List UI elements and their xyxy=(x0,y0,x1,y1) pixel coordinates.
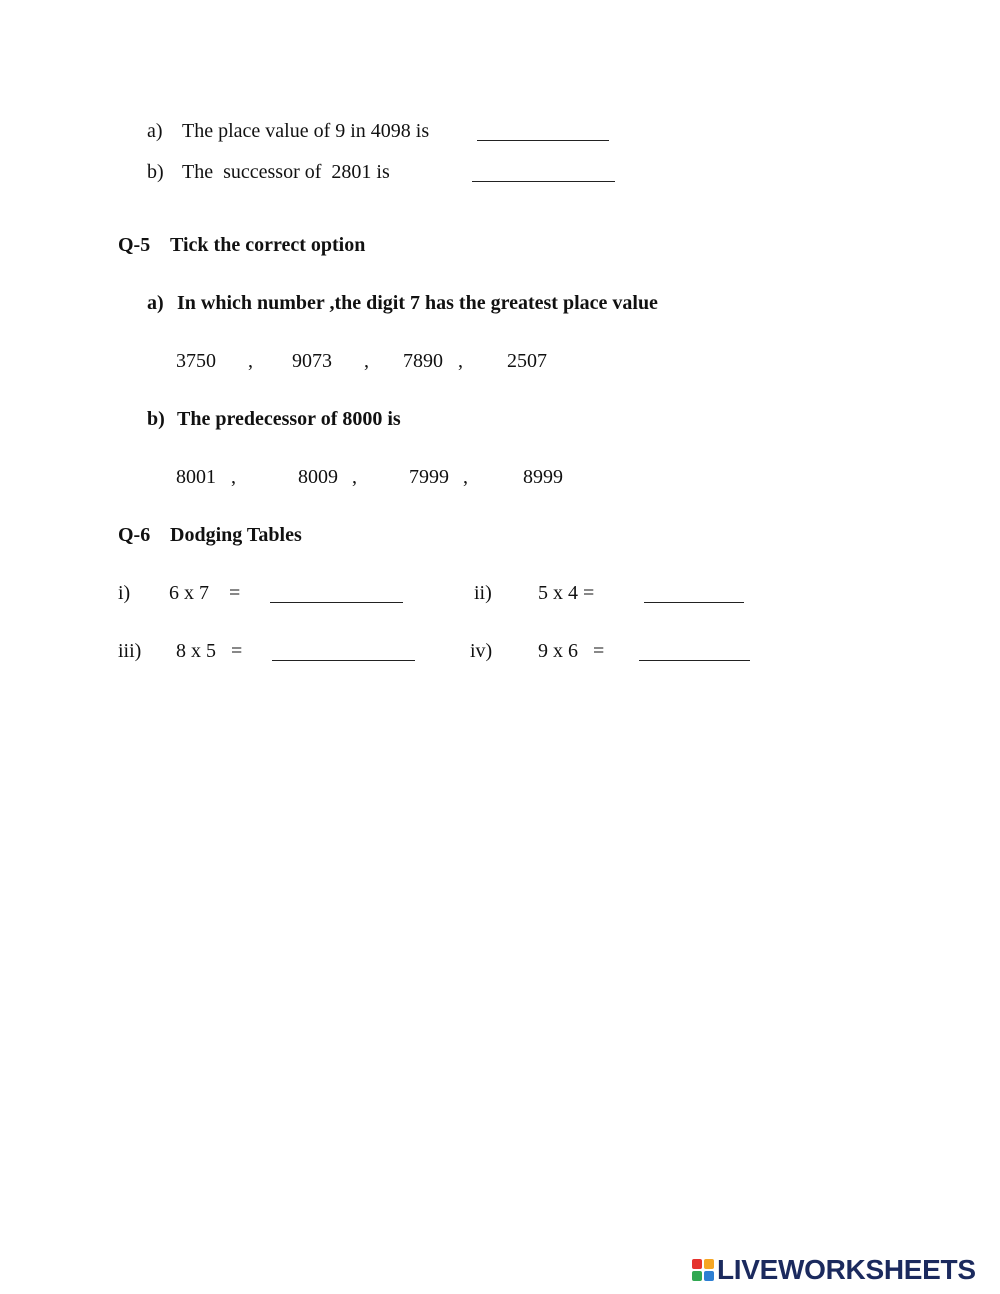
liveworksheets-wordmark: LIVEWORKSHEETS xyxy=(717,1254,976,1285)
q6-i-answer-blank[interactable] xyxy=(270,602,403,603)
option-separator: , xyxy=(352,466,357,488)
q4-a-text: The place value of 9 in 4098 is xyxy=(182,120,430,142)
q5-a-question: In which number ,the digit 7 has the greatest place value xyxy=(177,292,658,314)
q6-ii-answer-blank[interactable] xyxy=(644,602,744,603)
logo-square-green xyxy=(692,1271,702,1281)
option-separator: , xyxy=(364,350,369,372)
q5-b-label: b) xyxy=(147,408,165,430)
q6-ii-label: ii) xyxy=(474,582,492,604)
q4-a-answer-blank[interactable] xyxy=(477,140,609,141)
q6-i-equals: = xyxy=(229,582,241,604)
option-separator: , xyxy=(231,466,236,488)
logo-square-blue xyxy=(704,1271,714,1281)
liveworksheets-logo xyxy=(692,1256,976,1284)
q6-iii-expr: 8 x 5 xyxy=(176,640,216,662)
q6-iv-expr: 9 x 6 xyxy=(538,640,578,662)
q5-b-option-1[interactable]: 8001 xyxy=(176,466,216,488)
q5-b-option-2[interactable]: 8009 xyxy=(298,466,338,488)
q5-a-option-4[interactable]: 2507 xyxy=(507,350,547,372)
q4-b-answer-blank[interactable] xyxy=(472,181,615,182)
q6-iv-answer-blank[interactable] xyxy=(639,660,750,661)
q6-title: Dodging Tables xyxy=(170,524,302,546)
q6-iii-label: iii) xyxy=(118,640,142,662)
q5-b-question: The predecessor of 8000 is xyxy=(177,408,401,430)
q5-number: Q-5 xyxy=(118,234,151,256)
q4-b-label: b) xyxy=(147,161,164,183)
q6-number: Q-6 xyxy=(118,524,151,546)
q6-iv-equals: = xyxy=(593,640,605,662)
liveworksheets-mark-icon xyxy=(692,1259,714,1281)
logo-square-red xyxy=(692,1259,702,1269)
q4-b-text: The successor of 2801 is xyxy=(182,161,390,183)
option-separator: , xyxy=(463,466,468,488)
q6-i-expr: 6 x 7 xyxy=(169,582,209,604)
q5-a-option-2[interactable]: 9073 xyxy=(292,350,332,372)
q5-b-option-3[interactable]: 7999 xyxy=(409,466,449,488)
q4-a-label: a) xyxy=(147,120,163,142)
option-separator: , xyxy=(248,350,253,372)
q5-b-option-4[interactable]: 8999 xyxy=(523,466,563,488)
q6-iv-label: iv) xyxy=(470,640,493,662)
q6-iii-answer-blank[interactable] xyxy=(272,660,415,661)
q5-title: Tick the correct option xyxy=(170,234,366,256)
q6-ii-expr: 5 x 4 = xyxy=(538,582,595,604)
q5-a-option-3[interactable]: 7890 xyxy=(403,350,443,372)
q6-i-label: i) xyxy=(118,582,131,604)
q5-a-option-1[interactable]: 3750 xyxy=(176,350,216,372)
option-separator: , xyxy=(458,350,463,372)
q5-a-label: a) xyxy=(147,292,164,314)
q6-iii-equals: = xyxy=(231,640,243,662)
logo-square-orange xyxy=(704,1259,714,1269)
